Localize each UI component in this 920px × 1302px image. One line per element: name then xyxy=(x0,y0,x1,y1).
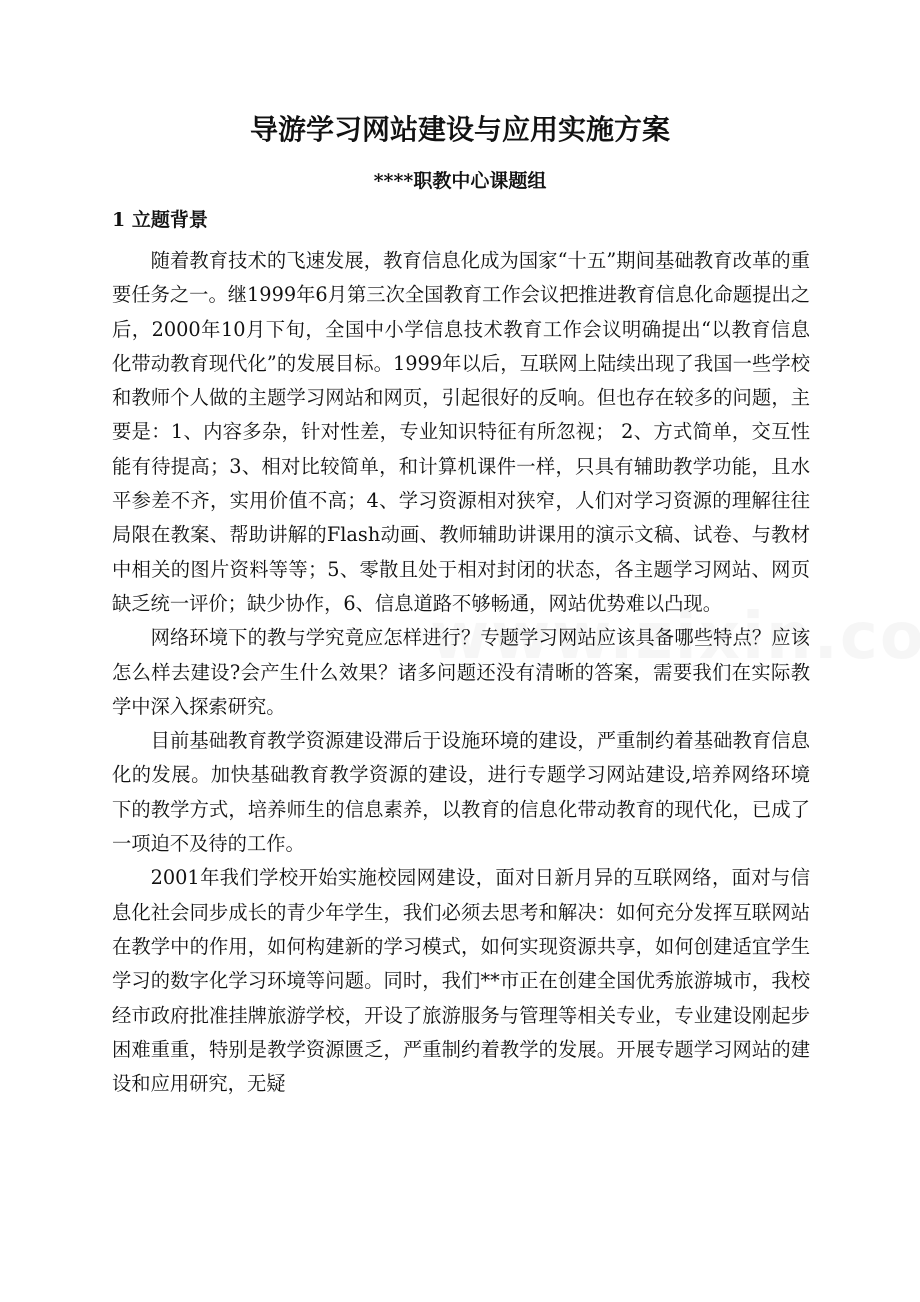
section-heading: 1 立题背景 xyxy=(112,209,208,231)
paragraph-3: 目前基础教育教学资源建设滞后于设施环境的建设，严重制约着基础教育信息化的发展。加快基础教育教学资源的建设，进行专题学习网站建设,培养网络环境下的教学方式，培养师生的信息素养，以教育的信息化带动教育的现代化，已成了一项迫不及待的工作。 xyxy=(112,729,810,856)
paragraph-4: 2001年我们学校开始实施校园网建设，面对日新月异的互联网络，面对与信息化社会同步成长的青少年学生，我们必须去思考和解决：如何充分发挥互联网站在教学中的作用，如何构建新的学习模式，如何实现资源共享，如何创建适宜学生学习的数字化学习环境等问题。同时，我们**市正在创建全国优秀旅游城市，我校经市政府批准挂牌旅游学校，开设了旅游服务与管理等相关专业，专业建设刚起步困难重重，特别是教学资源匮乏，严重制约着教学的发展。开展专题学习网站的建设和应用研究，无疑 xyxy=(112,866,810,1096)
document-subtitle: ****职教中心课题组 xyxy=(373,170,547,192)
paragraph-2: 网络环境下的教与学究竟应怎样进行？专题学习网站应该具备哪些特点？应该怎么样去建设?会产生什么效果？诸多问题还没有清晰的答案，需要我们在实际教学中深入探索研究。 xyxy=(112,626,810,718)
body-text xyxy=(112,244,810,1101)
paragraph-1: 随着教育技术的飞速发展，教育信息化成为国家“十五”期间基础教育改革的重要任务之一。继1999年6月第三次全国教育工作会议把推进教育信息化命题提出之后，2000年10月下旬，全国中小学信息技术教育工作会议明确提出“以教育信息化带动教育现代化”的发展目标。1999年以后，互联网上陆续出现了我国一些学校和教师个人做的主题学习网站和网页，引起很好的反响。但也存在较多的问题，主要是：1、内容多杂，针对性差，专业知识特征有所忽视； 2、方式简单，交互性能有待提高；3、相对比较简单，和计算机课件一样，只具有辅助教学功能，且水平参差不齐，实用价值不高；4、学习资源相对狭窄，人们对学习资源的理解往往局限在教案、帮助讲解的Flash动画、教师辅助讲课用的演示文稿、试卷、与教材中相关的图片资料等等；5、零散且处于相对封闭的状态，各主题学习网站、网页缺乏统一评价；缺少协作，6、信息道路不够畅通，网站优势难以凸现。 xyxy=(112,249,810,615)
document-title: 导游学习网站建设与应用实施方案 xyxy=(249,113,670,146)
